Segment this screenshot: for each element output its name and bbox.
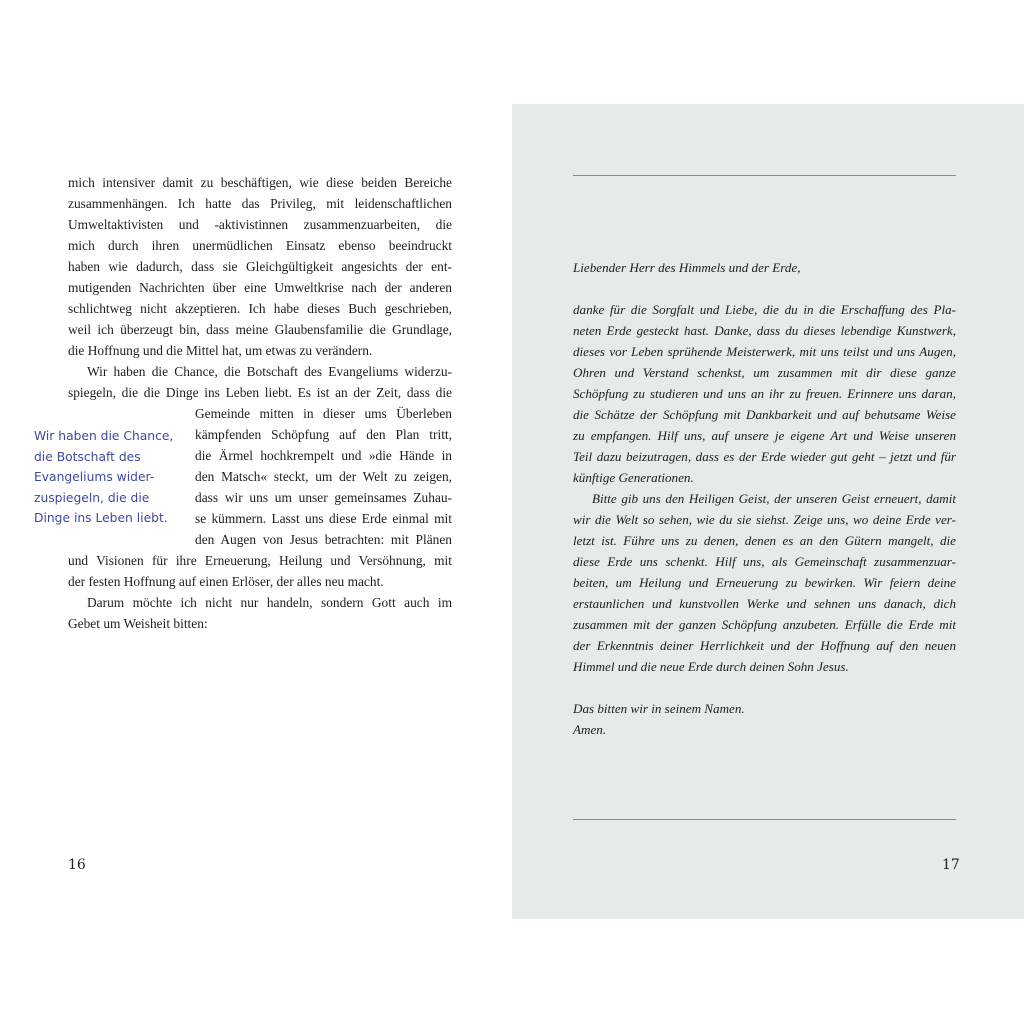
pull-quote-line: Wir haben die Chance, bbox=[34, 429, 174, 443]
prayer-line: beiten, um Heilung und Erneuerung zu bewirken. Wir feiern deine bbox=[573, 575, 956, 590]
prayer-line: Bitte gib uns den Heiligen Geist, der unseren Geist erneuert, damit bbox=[592, 491, 956, 506]
text-line: haben wie dadurch, dass sie Gleichgültigkeit angesichts der ent- bbox=[68, 259, 452, 274]
text-line: die Hoffnung und die Mittel hat, um etwas zu verändern. bbox=[68, 343, 373, 358]
text-line: kämpfenden Schöpfung auf den Plan tritt, bbox=[195, 427, 452, 442]
text-line: der festen Hoffnung auf einen Erlöser, der alles neu macht. bbox=[68, 574, 384, 589]
text-line: Umweltaktivisten und -aktivistinnen zusammenzuarbeiten, die bbox=[68, 217, 452, 232]
text-line: se kümmern. Lasst uns diese Erde einmal mit bbox=[195, 511, 452, 526]
prayer-line: letzt ist. Führe uns zu denen, denen es an den Gütern mangelt, die bbox=[573, 533, 956, 548]
text-line: den Matsch« steckt, um der Welt zu zeigen, bbox=[195, 469, 452, 484]
text-line: Darum möchte ich nicht nur handeln, sondern Gott auch im bbox=[87, 595, 452, 610]
prayer-salutation: Liebender Herr des Himmels und der Erde, bbox=[573, 260, 801, 275]
prayer-line: erstaunlichen und kunstvollen Werke und sehnen uns danach, dich bbox=[573, 596, 956, 611]
prayer-line: die Schätze der Schöpfung mit Dankbarkeit und auf behutsame Weise bbox=[573, 407, 956, 422]
text-line: Gemeinde mitten in dieser ums Überleben bbox=[195, 406, 452, 421]
prayer-line: wir die Welt so sehen, wie du sie siehst. Zeige uns, wo deine Erde ver- bbox=[573, 512, 956, 527]
prayer-line: zusammen mit der ganzen Schöpfung anzubeten. Erfülle die Erde mit bbox=[573, 617, 956, 632]
pull-quote-line: zuspiegeln, die die bbox=[34, 490, 150, 505]
page-number-right: 17 bbox=[942, 857, 960, 873]
prayer-line: Teil dazu beizutragen, dass es der Erde wieder gut geht – jetzt und für bbox=[573, 449, 956, 464]
text-line: die Ärmel hochkrempelt und »die Hände in bbox=[195, 448, 452, 463]
prayer-bottom-rule bbox=[573, 819, 956, 820]
prayer-line: der Erkenntnis deiner Herrlichkeit und der Hoffnung auf den neuen bbox=[573, 638, 956, 653]
text-line: schlichtweg nicht akzeptieren. Ich habe dieses Buch geschrieben, bbox=[68, 301, 452, 316]
prayer-line: danke für die Sorgfalt und Liebe, die du in die Erschaffung des Pla- bbox=[573, 302, 956, 317]
prayer-line: zu empfangen. Hilf uns, auf unsere je eigene Art und Weise unseren bbox=[573, 428, 956, 443]
text-line: dass wir uns um unser gemeinsames Zuhau- bbox=[195, 490, 452, 505]
prayer-line: diese Erde uns schenkt. Hilf uns, als Gemeinschaft zusammenzuar- bbox=[573, 554, 956, 569]
text-line: mich intensiver damit zu beschäftigen, wie diese beiden Bereiche bbox=[68, 175, 452, 190]
text-line: weil ich überzeugt bin, dass meine Glaubensfamilie die Grundlage, bbox=[68, 322, 452, 337]
pull-quote-line: Dinge ins Leben liebt. bbox=[34, 511, 168, 525]
prayer-line: dieses vor Leben sprühende Meisterwerk, mit uns teilst und uns Augen, bbox=[573, 344, 956, 359]
prayer-closing: Amen. bbox=[573, 722, 607, 737]
text-line: mich durch ihren unermüdlichen Einsatz ebenso beeindruckt bbox=[68, 238, 452, 253]
text-line: spiegeln, die die Dinge ins Leben liebt. Es ist an der Zeit, dass die bbox=[68, 385, 452, 400]
text-line: zusammenhängen. Ich hatte das Privileg, mit leidenschaftlichen bbox=[68, 196, 452, 211]
prayer-line: neten Erde gesteckt hast. Danke, dass du dieses lebendige Kunstwerk, bbox=[573, 323, 956, 338]
prayer-line: Ohren und Verstand schenkst, um zusammen mit dir diese ganze bbox=[573, 365, 956, 380]
prayer-closing: Das bitten wir in seinem Namen. bbox=[573, 701, 745, 716]
page-number-left: 16 bbox=[68, 857, 86, 873]
text-line: Wir haben die Chance, die Botschaft des Evangeliums widerzu- bbox=[87, 364, 452, 379]
prayer-line: künftige Generationen. bbox=[573, 470, 694, 485]
text-line: mutigenden Nachrichten über eine Umweltkrise nach der anderen bbox=[68, 280, 452, 295]
prayer-line: Himmel und die neue Erde durch deinen Sohn Jesus. bbox=[573, 659, 849, 674]
pull-quote-line: Evangeliums wider- bbox=[34, 470, 155, 484]
text-line: Gebet um Weisheit bitten: bbox=[68, 616, 208, 631]
text-line: und Visionen für ihre Erneuerung, Heilung und Versöhnung, mit bbox=[68, 553, 452, 568]
text-line: den Augen von Jesus betrachten: mit Plänen bbox=[195, 532, 452, 547]
pull-quote-line: die Botschaft des bbox=[34, 449, 141, 464]
prayer-line: Schöpfung zu studieren und uns an ihr zu freuen. Erinnere uns daran, bbox=[573, 386, 956, 401]
prayer-top-rule bbox=[573, 175, 956, 176]
